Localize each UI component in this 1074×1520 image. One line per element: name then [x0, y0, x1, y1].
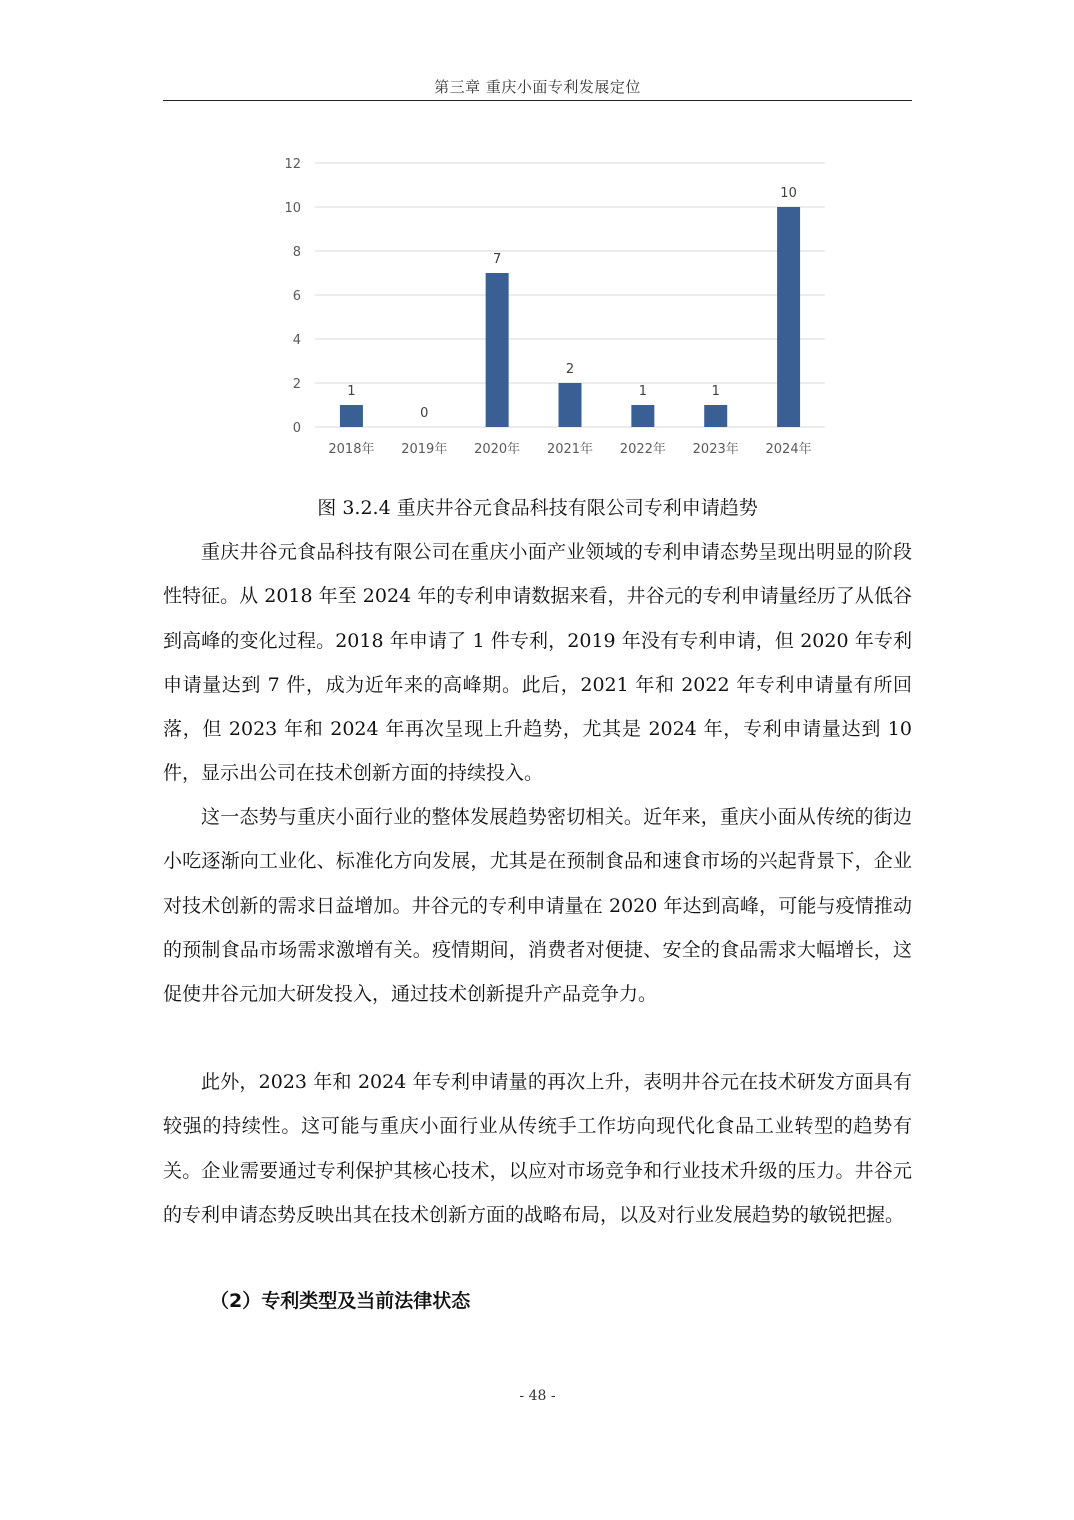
running-header: 第三章 重庆小面专利发展定位	[434, 78, 641, 96]
y-tick-label: 8	[292, 245, 301, 260]
y-tick-label: 10	[284, 201, 301, 216]
x-tick-label: 2022年	[619, 442, 666, 457]
x-tick-label: 2020年	[474, 442, 521, 457]
y-tick-label: 6	[292, 289, 301, 304]
data-label: 1	[711, 384, 720, 399]
bar	[704, 405, 727, 427]
paragraph-1: 重庆井谷元食品科技有限公司在重庆小面产业领域的专利申请态势呈现出明显的阶段性特征。从 2018 年至 2024 年的专利申请数据来看，井谷元的专利申请量经历了从低谷到高峰的变化过程。2018 年申请了 1 件专利，2019 年没有专利申请，但 2020 年专利申请量达到 7 件，成为近年来的高峰期。此后，2021 年和 2022 年专利申请量有所回落，但 2023 年和 2024 年再次呈现上升趋势，尤其是 2024 年，专利申请量达到 10 件，显示出公司在技术创新方面的持续投入。	[163, 541, 912, 785]
y-tick-label: 0	[292, 421, 301, 436]
data-label: 2	[565, 362, 575, 377]
data-label: 0	[420, 406, 429, 421]
bar	[340, 405, 363, 427]
figure-caption: 图 3.2.4 重庆井谷元食品科技有限公司专利申请趋势	[317, 497, 758, 519]
bar	[777, 207, 800, 427]
x-tick-label: 2019年	[401, 442, 448, 457]
x-tick-label: 2021年	[546, 442, 594, 457]
paragraph-2: 这一态势与重庆小面行业的整体发展趋势密切相关。近年来，重庆小面从传统的街边小吃逐渐向工业化、标准化方向发展，尤其是在预制食品和速食市场的兴起背景下，企业对技术创新的需求日益增加。井谷元的专利申请量在 2020 年达到高峰，可能与疫情推动的预制食品市场需求激增有关。疫情期间，消费者对便捷、安全的食品需求大幅增长，这促使井谷元加大研发投入，通过技术创新提升产品竞争力。	[163, 806, 912, 1006]
x-tick-label: 2024年	[765, 442, 812, 457]
y-tick-label: 4	[292, 333, 301, 348]
data-label: 1	[638, 384, 647, 399]
x-tick-label: 2023年	[692, 442, 739, 457]
patent-trend-bar-chart	[270, 145, 830, 470]
header-rule	[163, 100, 912, 101]
data-label: 7	[493, 252, 502, 267]
data-label: 1	[347, 384, 356, 399]
bar	[631, 405, 654, 427]
y-tick-label: 12	[284, 157, 301, 172]
data-label: 10	[780, 186, 797, 201]
page-number: - 48 -	[519, 1388, 556, 1404]
section-subheading: （2）专利类型及当前法律状态	[210, 1290, 471, 1312]
bar	[486, 273, 509, 427]
y-tick-label: 2	[292, 377, 301, 392]
x-tick-label: 2018年	[328, 442, 375, 457]
paragraph-3: 此外，2023 年和 2024 年专利申请量的再次上升，表明井谷元在技术研发方面具有较强的持续性。这可能与重庆小面行业从传统手工作坊向现代化食品工业转型的趋势有关。企业需要通过专利保护其核心技术，以应对市场竞争和行业技术升级的压力。井谷元的专利申请态势反映出其在技术创新方面的战略布局，以及对行业发展趋势的敏锐把握。	[163, 1071, 912, 1226]
bar	[559, 383, 582, 427]
